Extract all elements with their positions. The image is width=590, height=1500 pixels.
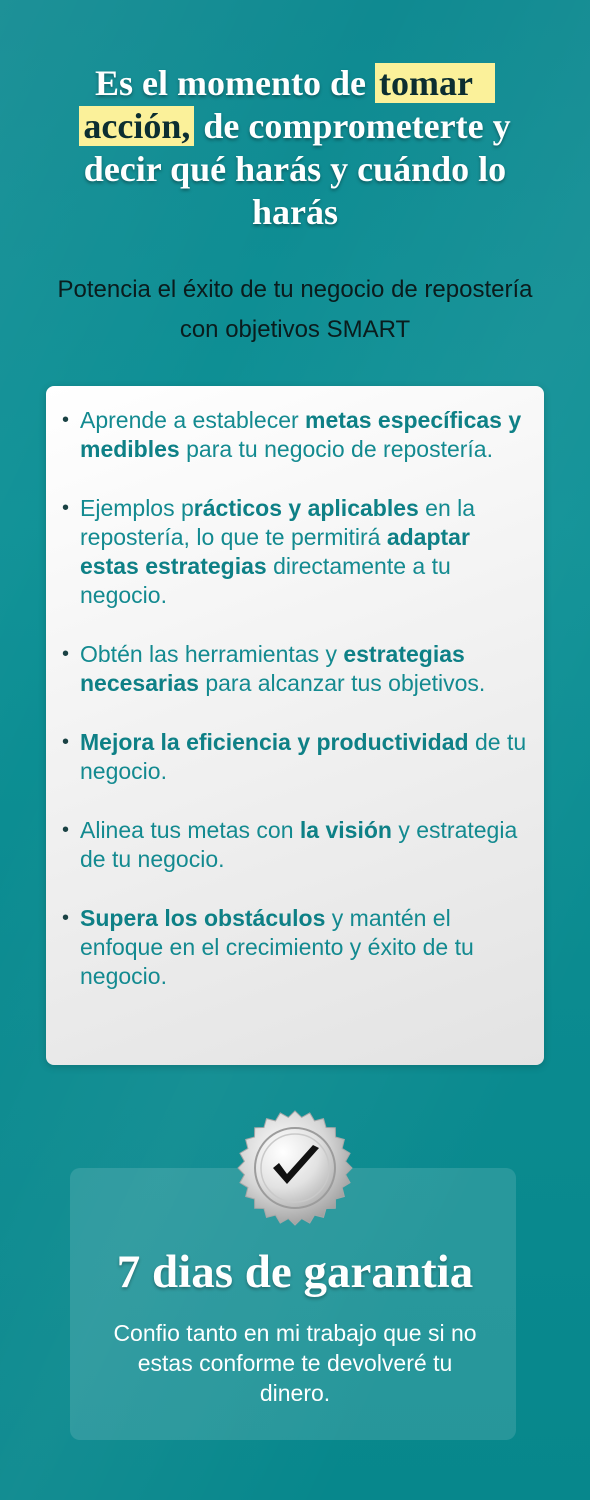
guarantee-text: Confio tanto en mi trabajo que si no estas conforme te devolveré tu dinero. bbox=[113, 1320, 477, 1406]
bullet-icon: • bbox=[62, 819, 70, 841]
bullet-icon: • bbox=[62, 497, 70, 519]
benefit-item bbox=[62, 728, 530, 786]
bullet-icon: • bbox=[62, 731, 70, 753]
bullet-icon: • bbox=[62, 907, 70, 929]
headline-text: Es el momento de bbox=[95, 63, 375, 103]
benefit-item bbox=[62, 494, 530, 610]
headline bbox=[40, 62, 550, 234]
subtitle: Potencia el éxito de tu negocio de repostería con objetivos SMART bbox=[57, 276, 533, 343]
benefit-item bbox=[62, 640, 530, 698]
bullet-icon: • bbox=[62, 643, 70, 665]
benefit-item bbox=[62, 904, 530, 991]
headline-text: de comprometerte y decir qué harás y cuándo lo harás bbox=[83, 106, 511, 232]
benefit-text: Ejemplos prácticos y aplicables en la repostería, lo que te permitirá adaptar estas estrategias directamente a tu negocio. bbox=[80, 495, 476, 608]
benefits-card bbox=[46, 386, 544, 1065]
checkmark-seal-icon bbox=[235, 1108, 355, 1228]
headline-highlight-accion: acción, bbox=[79, 106, 194, 146]
benefit-text: Supera los obstáculos y mantén el enfoque en el crecimiento y éxito de tu negocio. bbox=[80, 905, 474, 989]
benefit-item bbox=[62, 406, 530, 464]
benefits-list bbox=[62, 406, 530, 991]
benefit-text: Aprende a establecer metas específicas y medibles para tu negocio de repostería. bbox=[80, 407, 522, 462]
headline-highlight-tomar: tomar bbox=[375, 63, 495, 103]
benefit-text: Mejora la eficiencia y productividad de tu negocio. bbox=[80, 729, 527, 784]
benefit-text: Obtén las herramientas y estrategias necesarias para alcanzar tus objetivos. bbox=[80, 641, 486, 696]
bullet-icon: • bbox=[62, 409, 70, 431]
benefit-text: Alinea tus metas con la visión y estrategia de tu negocio. bbox=[80, 817, 518, 872]
benefit-item bbox=[62, 816, 530, 874]
guarantee-title: 7 dias de garantia bbox=[116, 1246, 474, 1298]
